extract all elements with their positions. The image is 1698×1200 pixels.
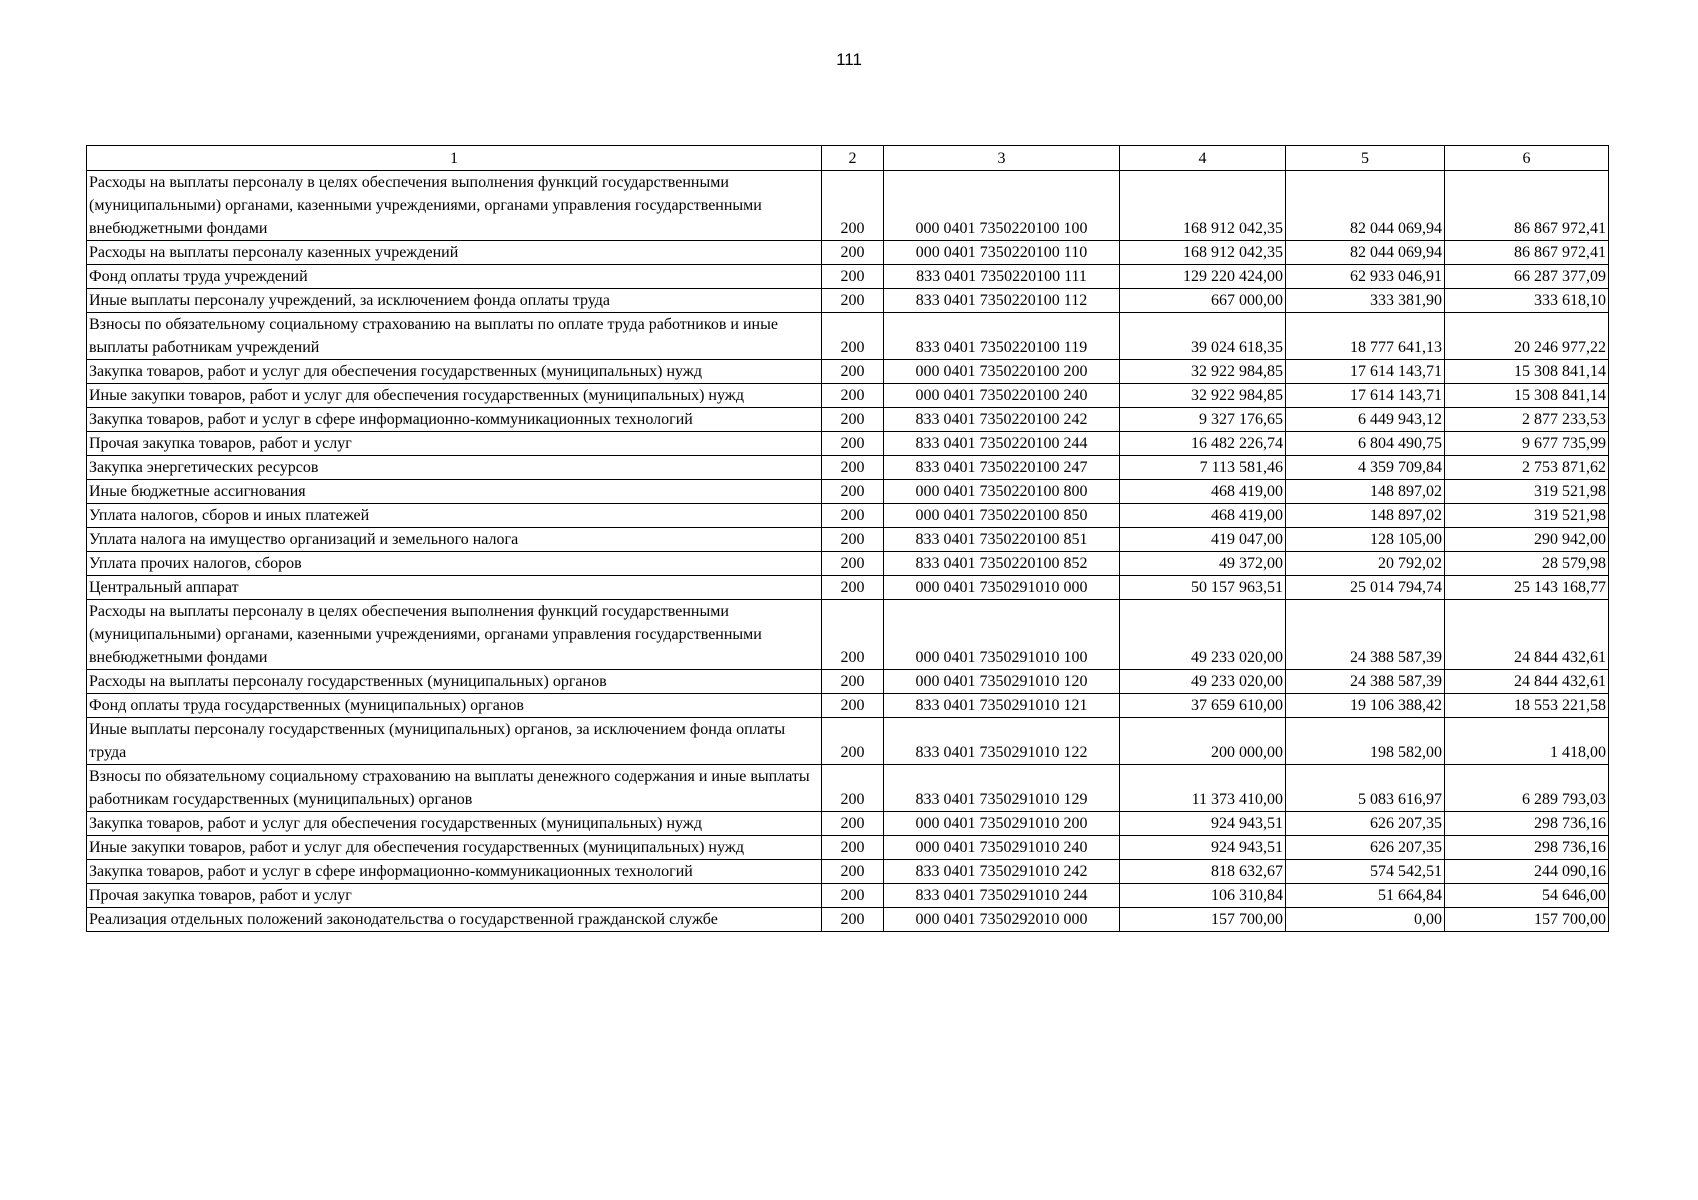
table-row bbox=[87, 694, 1609, 718]
line-code-cell: 200 bbox=[822, 504, 884, 528]
line-code-cell: 200 bbox=[822, 836, 884, 860]
executed-amount-cell: 82 044 069,94 bbox=[1286, 171, 1445, 241]
expense-name-cell: Иные закупки товаров, работ и услуг для обеспечения государственных (муниципальных) нужд bbox=[87, 384, 822, 408]
budget-code-cell: 833 0401 7350220100 247 bbox=[884, 456, 1120, 480]
line-code-cell: 200 bbox=[822, 670, 884, 694]
line-code-cell: 200 bbox=[822, 576, 884, 600]
expense-name-cell: Реализация отдельных положений законодательства о государственной гражданской службе bbox=[87, 908, 822, 932]
line-code-cell: 200 bbox=[822, 480, 884, 504]
table-row bbox=[87, 432, 1609, 456]
table-row bbox=[87, 528, 1609, 552]
table-row bbox=[87, 456, 1609, 480]
executed-amount-cell: 19 106 388,42 bbox=[1286, 694, 1445, 718]
approved-amount-cell: 667 000,00 bbox=[1120, 289, 1286, 313]
budget-code-cell: 833 0401 7350220100 242 bbox=[884, 408, 1120, 432]
approved-amount-cell: 468 419,00 bbox=[1120, 480, 1286, 504]
unexecuted-amount-cell: 9 677 735,99 bbox=[1445, 432, 1609, 456]
expense-name-cell: Закупка товаров, работ и услуг в сфере информационно-коммуникационных технологий bbox=[87, 860, 822, 884]
table-row bbox=[87, 171, 1609, 241]
expense-name-cell: Уплата налога на имущество организаций и земельного налога bbox=[87, 528, 822, 552]
unexecuted-amount-cell: 24 844 432,61 bbox=[1445, 670, 1609, 694]
unexecuted-amount-cell: 6 289 793,03 bbox=[1445, 765, 1609, 812]
budget-code-cell: 000 0401 7350220100 240 bbox=[884, 384, 1120, 408]
executed-amount-cell: 333 381,90 bbox=[1286, 289, 1445, 313]
line-code-cell: 200 bbox=[822, 432, 884, 456]
budget-code-cell: 833 0401 7350220100 112 bbox=[884, 289, 1120, 313]
table-header-row bbox=[87, 146, 1609, 171]
table-row bbox=[87, 884, 1609, 908]
expense-name-cell: Взносы по обязательному социальному страхованию на выплаты по оплате труда работников и иные выплаты работникам учреждений bbox=[87, 313, 822, 360]
unexecuted-amount-cell: 290 942,00 bbox=[1445, 528, 1609, 552]
line-code-cell: 200 bbox=[822, 384, 884, 408]
table-row bbox=[87, 552, 1609, 576]
budget-code-cell: 833 0401 7350291010 129 bbox=[884, 765, 1120, 812]
table-row bbox=[87, 384, 1609, 408]
line-code-cell: 200 bbox=[822, 408, 884, 432]
line-code-cell: 200 bbox=[822, 313, 884, 360]
executed-amount-cell: 82 044 069,94 bbox=[1286, 241, 1445, 265]
approved-amount-cell: 37 659 610,00 bbox=[1120, 694, 1286, 718]
approved-amount-cell: 32 922 984,85 bbox=[1120, 384, 1286, 408]
approved-amount-cell: 924 943,51 bbox=[1120, 812, 1286, 836]
executed-amount-cell: 4 359 709,84 bbox=[1286, 456, 1445, 480]
line-code-cell: 200 bbox=[822, 360, 884, 384]
unexecuted-amount-cell: 319 521,98 bbox=[1445, 480, 1609, 504]
expense-name-cell: Закупка товаров, работ и услуг для обеспечения государственных (муниципальных) нужд bbox=[87, 360, 822, 384]
unexecuted-amount-cell: 2 753 871,62 bbox=[1445, 456, 1609, 480]
line-code-cell: 200 bbox=[822, 171, 884, 241]
approved-amount-cell: 9 327 176,65 bbox=[1120, 408, 1286, 432]
header-col-3: 3 bbox=[884, 146, 1120, 171]
budget-code-cell: 000 0401 7350220100 800 bbox=[884, 480, 1120, 504]
expense-name-cell: Расходы на выплаты персоналу казенных учреждений bbox=[87, 241, 822, 265]
unexecuted-amount-cell: 66 287 377,09 bbox=[1445, 265, 1609, 289]
expense-name-cell: Фонд оплаты труда учреждений bbox=[87, 265, 822, 289]
expense-name-cell: Закупка товаров, работ и услуг для обеспечения государственных (муниципальных) нужд bbox=[87, 812, 822, 836]
budget-code-cell: 833 0401 7350220100 244 bbox=[884, 432, 1120, 456]
header-col-2: 2 bbox=[822, 146, 884, 171]
unexecuted-amount-cell: 86 867 972,41 bbox=[1445, 171, 1609, 241]
expense-name-cell: Иные закупки товаров, работ и услуг для обеспечения государственных (муниципальных) нужд bbox=[87, 836, 822, 860]
line-code-cell: 200 bbox=[822, 765, 884, 812]
approved-amount-cell: 924 943,51 bbox=[1120, 836, 1286, 860]
expense-name-cell: Иные выплаты персоналу государственных (муниципальных) органов, за исключением фонда оплаты труда bbox=[87, 718, 822, 765]
unexecuted-amount-cell: 333 618,10 bbox=[1445, 289, 1609, 313]
approved-amount-cell: 106 310,84 bbox=[1120, 884, 1286, 908]
unexecuted-amount-cell: 28 579,98 bbox=[1445, 552, 1609, 576]
line-code-cell: 200 bbox=[822, 241, 884, 265]
line-code-cell: 200 bbox=[822, 694, 884, 718]
unexecuted-amount-cell: 298 736,16 bbox=[1445, 812, 1609, 836]
unexecuted-amount-cell: 24 844 432,61 bbox=[1445, 600, 1609, 670]
approved-amount-cell: 49 233 020,00 bbox=[1120, 600, 1286, 670]
table-row bbox=[87, 504, 1609, 528]
approved-amount-cell: 49 372,00 bbox=[1120, 552, 1286, 576]
table-row bbox=[87, 480, 1609, 504]
expense-name-cell: Закупка энергетических ресурсов bbox=[87, 456, 822, 480]
executed-amount-cell: 17 614 143,71 bbox=[1286, 360, 1445, 384]
expense-name-cell: Прочая закупка товаров, работ и услуг bbox=[87, 432, 822, 456]
approved-amount-cell: 32 922 984,85 bbox=[1120, 360, 1286, 384]
approved-amount-cell: 468 419,00 bbox=[1120, 504, 1286, 528]
expense-name-cell: Прочая закупка товаров, работ и услуг bbox=[87, 884, 822, 908]
budget-code-cell: 000 0401 7350291010 200 bbox=[884, 812, 1120, 836]
executed-amount-cell: 17 614 143,71 bbox=[1286, 384, 1445, 408]
executed-amount-cell: 574 542,51 bbox=[1286, 860, 1445, 884]
executed-amount-cell: 6 449 943,12 bbox=[1286, 408, 1445, 432]
line-code-cell: 200 bbox=[822, 528, 884, 552]
table-row bbox=[87, 718, 1609, 765]
budget-code-cell: 833 0401 7350220100 851 bbox=[884, 528, 1120, 552]
executed-amount-cell: 18 777 641,13 bbox=[1286, 313, 1445, 360]
executed-amount-cell: 20 792,02 bbox=[1286, 552, 1445, 576]
unexecuted-amount-cell: 20 246 977,22 bbox=[1445, 313, 1609, 360]
budget-code-cell: 833 0401 7350291010 244 bbox=[884, 884, 1120, 908]
line-code-cell: 200 bbox=[822, 600, 884, 670]
unexecuted-amount-cell: 15 308 841,14 bbox=[1445, 360, 1609, 384]
unexecuted-amount-cell: 2 877 233,53 bbox=[1445, 408, 1609, 432]
budget-code-cell: 833 0401 7350220100 119 bbox=[884, 313, 1120, 360]
unexecuted-amount-cell: 25 143 168,77 bbox=[1445, 576, 1609, 600]
executed-amount-cell: 62 933 046,91 bbox=[1286, 265, 1445, 289]
table-row bbox=[87, 289, 1609, 313]
line-code-cell: 200 bbox=[822, 265, 884, 289]
executed-amount-cell: 24 388 587,39 bbox=[1286, 600, 1445, 670]
table-row bbox=[87, 670, 1609, 694]
executed-amount-cell: 626 207,35 bbox=[1286, 812, 1445, 836]
table-row bbox=[87, 241, 1609, 265]
budget-code-cell: 000 0401 7350220100 110 bbox=[884, 241, 1120, 265]
budget-execution-table bbox=[86, 145, 1609, 932]
approved-amount-cell: 168 912 042,35 bbox=[1120, 241, 1286, 265]
expense-name-cell: Закупка товаров, работ и услуг в сфере информационно-коммуникационных технологий bbox=[87, 408, 822, 432]
approved-amount-cell: 49 233 020,00 bbox=[1120, 670, 1286, 694]
table-row bbox=[87, 408, 1609, 432]
executed-amount-cell: 6 804 490,75 bbox=[1286, 432, 1445, 456]
table-row bbox=[87, 908, 1609, 932]
budget-code-cell: 000 0401 7350220100 100 bbox=[884, 171, 1120, 241]
header-col-5: 5 bbox=[1286, 146, 1445, 171]
line-code-cell: 200 bbox=[822, 718, 884, 765]
approved-amount-cell: 11 373 410,00 bbox=[1120, 765, 1286, 812]
executed-amount-cell: 24 388 587,39 bbox=[1286, 670, 1445, 694]
executed-amount-cell: 0,00 bbox=[1286, 908, 1445, 932]
table-row bbox=[87, 360, 1609, 384]
header-col-1: 1 bbox=[87, 146, 822, 171]
unexecuted-amount-cell: 244 090,16 bbox=[1445, 860, 1609, 884]
budget-code-cell: 000 0401 7350292010 000 bbox=[884, 908, 1120, 932]
table-row bbox=[87, 576, 1609, 600]
budget-code-cell: 833 0401 7350291010 122 bbox=[884, 718, 1120, 765]
expense-name-cell: Расходы на выплаты персоналу государственных (муниципальных) органов bbox=[87, 670, 822, 694]
approved-amount-cell: 157 700,00 bbox=[1120, 908, 1286, 932]
approved-amount-cell: 818 632,67 bbox=[1120, 860, 1286, 884]
budget-code-cell: 833 0401 7350291010 121 bbox=[884, 694, 1120, 718]
expense-name-cell: Иные бюджетные ассигнования bbox=[87, 480, 822, 504]
approved-amount-cell: 168 912 042,35 bbox=[1120, 171, 1286, 241]
executed-amount-cell: 148 897,02 bbox=[1286, 504, 1445, 528]
page-number: 111 bbox=[836, 50, 862, 69]
header-col-4: 4 bbox=[1120, 146, 1286, 171]
table-row bbox=[87, 836, 1609, 860]
expense-name-cell: Фонд оплаты труда государственных (муниципальных) органов bbox=[87, 694, 822, 718]
table-row bbox=[87, 265, 1609, 289]
table-row bbox=[87, 860, 1609, 884]
budget-code-cell: 000 0401 7350220100 200 bbox=[884, 360, 1120, 384]
approved-amount-cell: 7 113 581,46 bbox=[1120, 456, 1286, 480]
budget-code-cell: 000 0401 7350291010 240 bbox=[884, 836, 1120, 860]
approved-amount-cell: 200 000,00 bbox=[1120, 718, 1286, 765]
approved-amount-cell: 129 220 424,00 bbox=[1120, 265, 1286, 289]
line-code-cell: 200 bbox=[822, 289, 884, 313]
table-body bbox=[87, 171, 1609, 932]
budget-code-cell: 000 0401 7350291010 120 bbox=[884, 670, 1120, 694]
line-code-cell: 200 bbox=[822, 552, 884, 576]
executed-amount-cell: 148 897,02 bbox=[1286, 480, 1445, 504]
approved-amount-cell: 419 047,00 bbox=[1120, 528, 1286, 552]
executed-amount-cell: 5 083 616,97 bbox=[1286, 765, 1445, 812]
unexecuted-amount-cell: 157 700,00 bbox=[1445, 908, 1609, 932]
line-code-cell: 200 bbox=[822, 456, 884, 480]
approved-amount-cell: 50 157 963,51 bbox=[1120, 576, 1286, 600]
unexecuted-amount-cell: 1 418,00 bbox=[1445, 718, 1609, 765]
budget-code-cell: 833 0401 7350220100 111 bbox=[884, 265, 1120, 289]
line-code-cell: 200 bbox=[822, 908, 884, 932]
header-col-6: 6 bbox=[1445, 146, 1609, 171]
executed-amount-cell: 626 207,35 bbox=[1286, 836, 1445, 860]
table-row bbox=[87, 812, 1609, 836]
table-row bbox=[87, 313, 1609, 360]
unexecuted-amount-cell: 86 867 972,41 bbox=[1445, 241, 1609, 265]
executed-amount-cell: 128 105,00 bbox=[1286, 528, 1445, 552]
expense-name-cell: Уплата прочих налогов, сборов bbox=[87, 552, 822, 576]
budget-code-cell: 000 0401 7350291010 000 bbox=[884, 576, 1120, 600]
budget-code-cell: 000 0401 7350220100 850 bbox=[884, 504, 1120, 528]
unexecuted-amount-cell: 54 646,00 bbox=[1445, 884, 1609, 908]
budget-code-cell: 000 0401 7350291010 100 bbox=[884, 600, 1120, 670]
budget-code-cell: 833 0401 7350220100 852 bbox=[884, 552, 1120, 576]
line-code-cell: 200 bbox=[822, 860, 884, 884]
line-code-cell: 200 bbox=[822, 884, 884, 908]
unexecuted-amount-cell: 319 521,98 bbox=[1445, 504, 1609, 528]
line-code-cell: 200 bbox=[822, 812, 884, 836]
expense-name-cell: Взносы по обязательному социальному страхованию на выплаты денежного содержания и иные выплаты работникам государственных (муниципальных) органов bbox=[87, 765, 822, 812]
expense-name-cell: Расходы на выплаты персоналу в целях обеспечения выполнения функций государственными (муниципальными) органами, казенными учреждениями, органами управления государственными внебюджетными фондами bbox=[87, 171, 822, 241]
expense-name-cell: Центральный аппарат bbox=[87, 576, 822, 600]
executed-amount-cell: 51 664,84 bbox=[1286, 884, 1445, 908]
budget-code-cell: 833 0401 7350291010 242 bbox=[884, 860, 1120, 884]
table-row bbox=[87, 600, 1609, 670]
expense-name-cell: Иные выплаты персоналу учреждений, за исключением фонда оплаты труда bbox=[87, 289, 822, 313]
approved-amount-cell: 16 482 226,74 bbox=[1120, 432, 1286, 456]
unexecuted-amount-cell: 15 308 841,14 bbox=[1445, 384, 1609, 408]
approved-amount-cell: 39 024 618,35 bbox=[1120, 313, 1286, 360]
unexecuted-amount-cell: 298 736,16 bbox=[1445, 836, 1609, 860]
executed-amount-cell: 25 014 794,74 bbox=[1286, 576, 1445, 600]
expense-name-cell: Расходы на выплаты персоналу в целях обеспечения выполнения функций государственными (муниципальными) органами, казенными учреждениями, органами управления государственными внебюджетными фондами bbox=[87, 600, 822, 670]
expense-name-cell: Уплата налогов, сборов и иных платежей bbox=[87, 504, 822, 528]
table-row bbox=[87, 765, 1609, 812]
unexecuted-amount-cell: 18 553 221,58 bbox=[1445, 694, 1609, 718]
executed-amount-cell: 198 582,00 bbox=[1286, 718, 1445, 765]
